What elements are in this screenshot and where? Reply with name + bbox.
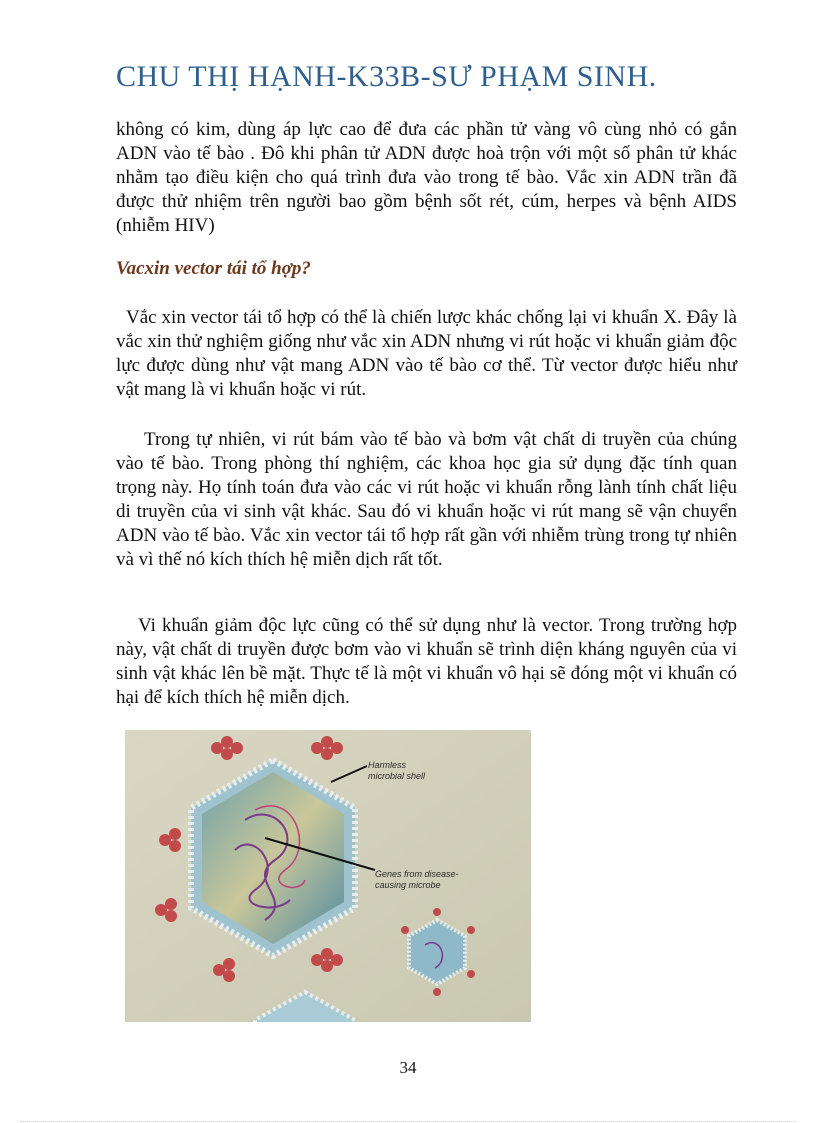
label-genes-from: Genes from disease- <box>375 869 459 879</box>
section-heading: Vacxin vector tái tổ hợp? <box>116 258 311 279</box>
label-microbial-shell: microbial shell <box>368 771 426 781</box>
paragraph-attenuated-bacteria: Vi khuẩn giảm độc lực cũng có thể sử dụng như là vector. Trong trường hợp này, vật chất di truyền được bơm vào vi khuẩn sẽ trình diện kháng nguyên của vi sinh vật khác lên bề mặt. Thực tế là một vi khuẩn vô hại sẽ đóng một vi khuẩn có hại để kích thích hệ miễn dịch. <box>116 615 737 708</box>
page-bottom-divider <box>20 1121 796 1122</box>
page-header-title: CHU THỊ HẠNH-K33B-SƯ PHẠM SINH. <box>116 60 657 93</box>
paragraph-nature-virus: Trong tự nhiên, vi rút bám vào tế bào và bơm vật chất di truyền của chúng vào tế bào. Trong phòng thí nghiệm, các khoa học gia sử dụng đặc tính quan trọng này. Họ tính toán đưa vào các vi rút hoặc vi khuẩn rỗng lành tính chất liệu di truyền của vi sinh vật khác. Sau đó vi khuẩn hoặc vi rút mang sẽ vận chuyển ADN vào tế bào. Vắc xin vector tái tổ hợp rất gần với nhiễm trùng trong tự nhiên và vì thế nó kích thích hệ miễn dịch rất tốt. <box>116 429 737 570</box>
vector-vaccine-illustration <box>125 730 531 1022</box>
label-harmless: Harmless <box>368 760 407 770</box>
page-number: 34 <box>399 1058 417 1077</box>
paragraph-dna-vaccine: không có kim, dùng áp lực cao để đưa các phần tử vàng vô cùng nhỏ có gắn ADN vào tế bào . Đô khi phân tử ADN được hoà trộn với một số phân tử khác nhằm tạo điều kiện cho quá trình đưa vào trong tế bào. Vắc xin ADN trần đã được thử nhiệm trên người bao gồm bệnh sốt rét, cúm, herpes và bệnh AIDS (nhiễm HIV) <box>116 119 737 236</box>
paragraph-vector-vaccine: Vắc xin vector tái tổ hợp có thể là chiến lược khác chống lại vi khuẩn X. Đây là vắc xin thử nghiệm giống như vắc xin ADN nhưng vi rút hoặc vi khuẩn giảm độc lực được dùng như vật mang ADN vào tế bào cơ thể. Từ vector được hiểu như vật mang là vi khuẩn hoặc vi rút. <box>116 307 737 400</box>
label-causing-microbe: causing microbe <box>375 880 441 890</box>
